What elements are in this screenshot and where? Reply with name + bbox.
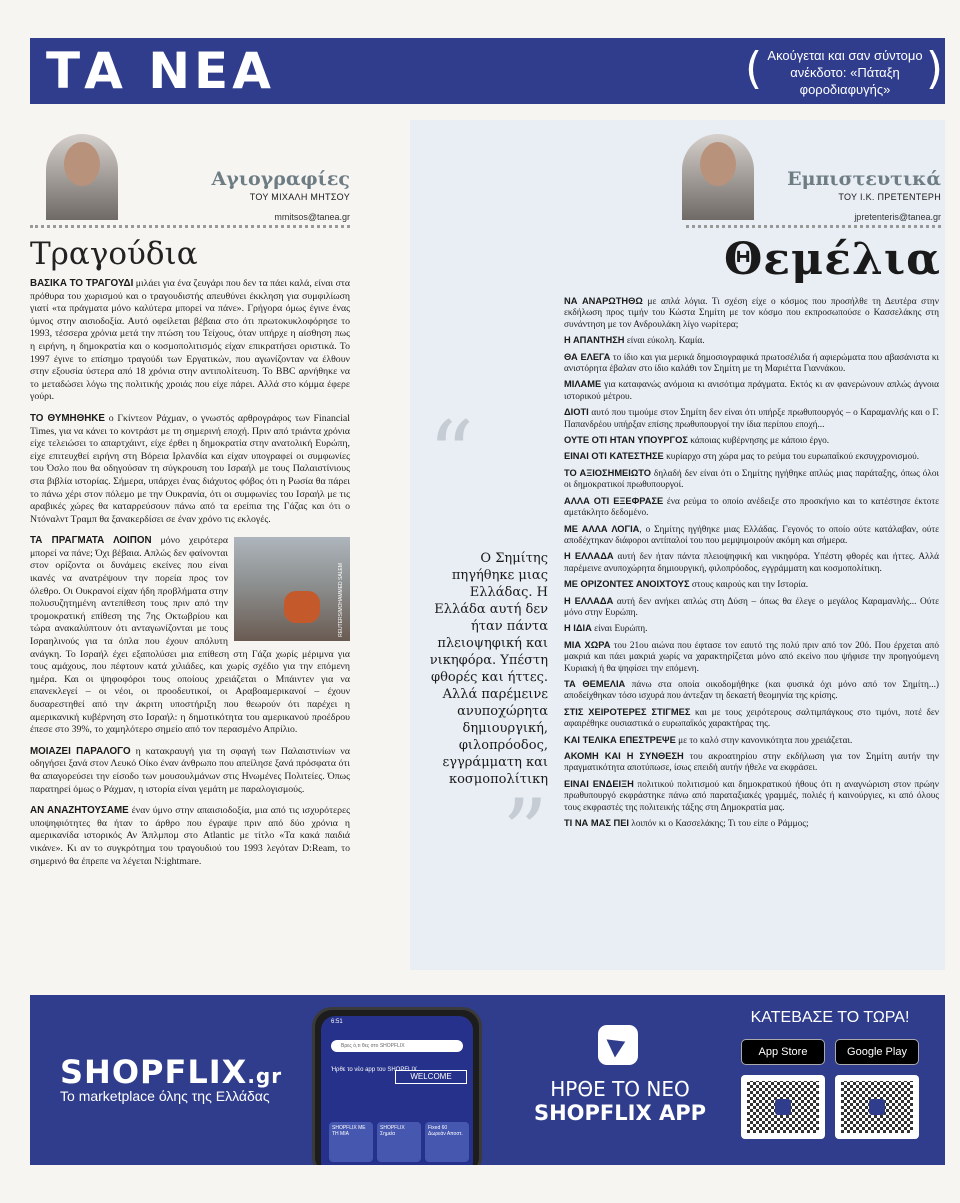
masthead-title[interactable]: ΤΑ ΝΕΑ: [46, 42, 275, 100]
ad-headline: ΗΡΘΕ ΤΟ ΝΕΟ SHOPFLIX APP: [533, 1077, 707, 1125]
phone-cards: [329, 1122, 469, 1162]
author-photo-pretenteris: [682, 134, 754, 220]
left-paragraph-3: REUTERS/MOHAMMED SALEM ΤΑ ΠΡΑΓΜΑΤΑ ΛΟΙΠΟΝ μόνο χειρότερα μπορεί να πάνε; Όχι βέβαια. Απλώς δεν φαίνονται στον ορίζοντα οι δυνάμεις εκείνες που είναι ικανές να ανατρέψουν την πορεία προς τον όλεθρο. Οι Ουκρανοί είχαν ήδη προβλήματα στην πολυσυζητημένη αντεπίθεση τους πριν από την τρομοκρατική επίθεση της 7ης Οκτωβρίου και τώρα ανακαλύπτουν ότι ανταγωνίζονται με τους Ισραηλινούς για τα όπλα που έχουν απόλυτη ανάγκη. Το Ισραήλ έχει εξαπολύσει μια επίθεση στη Γάζα χωρίς μέριμνα για τους αμάχους, που πέφτουν κατά χιλιάδες, και χωρίς σχέδιο για την επόμενη ημέρα. Και οι ψηφοφόροι τους οποίους χρειάζεται ο Μπάιντεν για να επανεκλεγεί – οι νέοι, οι προοδευτικοί, οι Αραβοαμερικανοί – έχουν δυσαρεστηθεί από την άκριτη υποστήριξη που θεωρούν ότι παρέχει η αμερικανική κυβέρνηση στο Ισραήλ: η δημοτικότητα του αμερικανού προέδρου έπεσε στο 39%, το χαμηλότερο σημείο από τον περασμένο Απρίλιο.: [30, 535, 350, 736]
masthead: [30, 38, 945, 104]
right-item: ΤΟ ΑΞΙΟΣΗΜΕΙΩΤΟ δηλαδή δεν είναι ότι ο Σημίτης ηγήθηκε απλώς μιας παράταξης, όπως όλοι οι δημοκρατικοί πρωθυπουργοί.: [564, 467, 939, 491]
open-paren-icon: (: [745, 43, 763, 94]
right-item: ΝΑ ΑΝΑΡΩΤΗΘΩ με απλά λόγια. Τι σχέση είχε ο κόσμος που προσήλθε τη Δευτέρα στην εκδήλωση προς τιμήν του Κώστα Σημίτη με τον κόσμο που εκπροσωπούσε ο Κασσελάκης στη συνάντηση με τον Ανδρουλάκη λίγο νωρίτερα;: [564, 296, 939, 330]
right-item: ΤΙ ΝΑ ΜΑΣ ΠΕΙ λοιπόν κι ο Κασσελάκης; Τι του είπε ο Ράμμος;: [564, 818, 809, 830]
phone-welcome-banner: WELCOME: [395, 1070, 467, 1084]
right-item: Η ΕΛΛΑΔΑ αυτή δεν ήταν πάντα πλειοψηφική και νικηφόρα. Υπέστη φθορές και ήττες. Αλλά παρέμεινε ανυποχώρητα δημιουργική, φιλοπρόοδος, εγγράμματη και κοσμοπολίτικη.: [564, 551, 939, 574]
right-item: ΜΙΛΑΜΕ για καταφανώς ανόμοια κι ανισότιμα πράγματα. Εκτός κι αν φανερώνουν απλώς άγνοια ιστορικού μέτρου.: [564, 379, 939, 402]
right-item: ΚΑΙ ΤΕΛΙΚΑ ΕΠΕΣΤΡΕΨΕ με το καλό στην κανονικότητα που χρειάζεται.: [564, 734, 853, 746]
download-cta: ΚΑΤΕΒΑΣΕ ΤΟ ΤΩΡΑ!: [750, 1009, 910, 1026]
right-dotted-rule: [686, 225, 941, 228]
right-column-name: Εμπιστευτικά: [787, 168, 941, 190]
download-section: [730, 1009, 930, 1139]
gaza-photo[interactable]: [234, 537, 350, 641]
right-item: ΔΙΟΤΙ αυτό που τιμούμε στον Σημίτη δεν είναι ότι υπήρξε πρωθυπουργός – ο Καραμανλής και ο Γ. Παπανδρέου υπήρξαν επίσης πρωθυπουργοί την ίδια περίπου εποχή...: [564, 407, 939, 430]
right-item: ΕΙΝΑΙ ΟΤΙ ΚΑΤΕΣΤΗΣΕ κυρίαρχο στη χώρα μας το ρεύμα του ευρωπαϊκού εκσυγχρονισμού.: [564, 451, 920, 463]
phone-time: 6:51: [331, 1019, 343, 1025]
shopflix-app-icon: [598, 1025, 638, 1065]
right-item: ΕΙΝΑΙ ΕΝΔΕΙΞΗ πολιτικού πολιτισμού και δημοκρατικού ήθους ότι η αναγνώριση στον πρώην πρωθυπουργό εκφράστηκε πάνω από παραταξιακές γραμμές, πολιές ή καινούργιες, κι από όλους τους εκφραστές της πολιτεικής τάξης στη Δημοκρατία μας.: [564, 778, 939, 813]
quote-close-icon: ”: [501, 780, 548, 885]
right-author-box: [686, 120, 941, 228]
photo-credit: REUTERS/MOHAMMED SALEM: [338, 563, 345, 638]
shopflix-tagline: Το marketplace όλης της Ελλάδας: [60, 1088, 270, 1104]
masthead-teaser-text: Ακούγεται και σαν σύντομο ανέκδοτο: «Πάταξη φοροδιαφυγής»: [767, 48, 923, 97]
right-email[interactable]: jpretenteris@tanea.gr: [854, 212, 941, 222]
phone-header: Ήρθε το νέο app του SHOPFLIX: [331, 1067, 418, 1073]
google-play-badge[interactable]: Google Play: [835, 1039, 919, 1065]
phone-mockup: [312, 1007, 482, 1165]
right-byline: ΤΟΥ Ι.Κ. ΠΡΕΤΕΝΤΕΡΗ: [838, 192, 941, 202]
left-headline: Τραγούδια: [30, 236, 198, 272]
phone-card: SHOPFLIX Σημεία: [377, 1122, 421, 1162]
left-paragraph-1: ΒΑΣΙΚΑ ΤΟ ΤΡΑΓΟΥΔΙ μιλάει για ένα ζευγάρι που δεν τα πάει καλά, είναι στα πρόθυρα του χωρισμού και ο τραγουδιστής απευθύνει έκκληση για συμφιλίωση γιατί «τα πράγματα μόνο καλύτερα μπορεί να πάνε». Γρήγορα όμως έγινε ένας ύμνος στην αισιοδοξία. Αυτό οφείλεται βέβαια στο ότι πρωτοκυκλοφόρησε το 1993, τέσσερα χρόνια μετά την πτώση του Τείχους, όταν υπήρχε η αίσθηση πως η ειρήνη, η δημοκρατία και ο κοσμοπολιτισμός είχαν επικρατήσει οριστικά. Το 1997 έγινε το επίσημο τραγούδι των Εργατικών, που αγωνίζονταν να έλθουν στην εξουσία ύστερα από 18 χρόνια στην αντιπολίτευση. Το BBC αρνήθηκε να το μεταδώσει λόγω της πολιτικής χροιάς που είχε πάρει. Αλλά στο κόμμα έφερε γούρι.: [30, 278, 350, 403]
left-email[interactable]: mmitsos@tanea.gr: [274, 212, 350, 222]
app-store-badge[interactable]: App Store: [741, 1039, 825, 1065]
masthead-teaser[interactable]: [745, 44, 945, 98]
right-item: ΟΥΤΕ ΟΤΙ ΗΤΑΝ ΥΠΟΥΡΓΟΣ κάποιας κυβέρνησης με κάποιο έργο.: [564, 435, 830, 447]
right-item: ΤΑ ΘΕΜΕΛΙΑ πάνω στα οποία οικοδομήθηκε (και φυσικά όχι μόνο από τον Σημίτη...) αποδείχθηκαν τόσο ισχυρά που άντεξαν τη δεκαετή θεομηνία της κρίσης.: [564, 678, 939, 702]
left-dotted-rule: [30, 225, 350, 228]
right-item: Η ΑΠΑΝΤΗΣΗ είναι εύκολη. Καμία.: [564, 335, 705, 347]
phone-card: Fixed 60 Δωρεάν Αποστ.: [425, 1122, 469, 1162]
qr-code-icon[interactable]: [835, 1075, 919, 1139]
phone-screen: [321, 1016, 473, 1165]
qr-code-icon[interactable]: [741, 1075, 825, 1139]
right-item: ΑΛΛΑ ΟΤΙ ΕΞΕΦΡΑΣΕ ένα ρεύμα το οποίο ανέδειξε στο προσκήνιο και το κατέστησε έκτοτε αμετάκλητο δεδομένο.: [564, 495, 939, 519]
left-paragraph-2: ΤΟ ΘΥΜΗΘΗΚΕ ο Γκίντεον Ράχμαν, ο γνωστός αρθρογράφος των Financial Times, για να κάνει το κοντράστ με τη σημερινή εποχή. Πριν από τριάντα χρόνια είχε τελειώσει το απαρτχάιντ, είχε έρθει η δημοκρατία στην ανατολική Ευρώπη, είχε επιτευχθεί ειρήνη στη Βόρεια Ιρλανδία και είχαν υπογραφεί οι συμφωνίες του Όσλο που θα οδηγούσαν τη σύγκρουση του Ισραήλ με τους Παλαιστίνιους στα βιβλία ιστορίας. Σήμερα, υπάρχει ένας διάχυτος φόβος ότι η Ρωσία θα πάρει το πάνω χέρι στον πόλεμο με την Ουκρανία, ότι οι συμφωνίες του Ισραήλ με τις αραβικές χώρες θα καταρρεύσουν πάνω από τα ερείπια της Γάζας και ότι ο Ντόναλντ Τραμπ θα ξανακερδίσει σε έναν χρόνο τις εκλογές.: [30, 412, 351, 525]
close-paren-icon: ): [925, 43, 943, 94]
shopflix-logo[interactable]: SHOPFLIX.gr: [60, 1053, 283, 1091]
right-item: Η ΙΔΙΑ είναι Ευρώπη.: [564, 623, 648, 635]
right-item: ΜΕ ΑΛΛΑ ΛΟΓΙΑ, ο Σημίτης ηγήθηκε μιας Ελλάδας. Γεγονός το οποίο ούτε κατάλαβαν, ούτε αποδέχτηκαν διάφοροι αντίπαλοί του που μεμψιμοιρούν ακόμη και σήμερα.: [564, 523, 939, 546]
phone-search-bar: Βρες ό,τι θες στο SHOPFLIX: [331, 1040, 463, 1052]
right-item: ΘΑ ΕΛΕΓΑ το ίδιο και για μερικά δημοσιογραφικά πρωτοσέλιδα ή αφιερώματα που αβασάνιστα κι ανιστόρητα έβαλαν στο ίδιο καλάθι τον Σημίτη με τη Μαριέττα Γιαννάκου.: [564, 351, 939, 375]
right-item: ΣΤΙΣ ΧΕΙΡΟΤΕΡΕΣ ΣΤΙΓΜΕΣ και με τους χειρότερους σαλτιμπάγκους στο τιμόνι, ποτέ δεν αφαιρέθηκε ουσιαστικά ο ευρωπαϊκός χαρακτήρας της.: [564, 706, 939, 730]
store-badges: [730, 1039, 930, 1065]
left-column: [30, 120, 350, 877]
left-paragraph-4: ΜΟΙΑΖΕΙ ΠΑΡΑΛΟΓΟ η κατακραυγή για τη σφαγή των Παλαιστινίων να οδηγήσει ξανά στον Λευκό Οίκο έναν άνθρωπο που απείλησε ξανά πρόσφατα ότι θα απαγορεύσει την είσοδο των μουσουλμάνων στις Ηνωμένες Πολιτείες. Όπως παρατηρεί όμως ο Ράχμαν, η ιστορία είναι γεμάτη με παραλογισμούς.: [30, 745, 350, 795]
right-item: ΜΕ ΟΡΙΖΟΝΤΕΣ ΑΝΟΙΧΤΟΥΣ στους καιρούς και την Ιστορία.: [564, 579, 809, 591]
right-headline: Θεμέλια: [723, 234, 941, 285]
shopflix-ad[interactable]: [30, 995, 945, 1165]
pull-quote: Ο Σημίτης πηγήθηκε μιας Ελλάδας. Η Ελλάδα αυτή δεν ήταν πάντα πλειοψηφική και νικηφόρα. Υπέστη φθορές και ήττες. Αλλά παρέμεινε ανυποχώρητα δημιουργική, φιλοπρόοδος, εγγράμματη και κοσμοπολίτικη: [429, 551, 548, 787]
pull-quote-box: [428, 402, 548, 885]
left-byline: ΤΟΥ ΜΙΧΑΛΗ ΜΗΤΣΟΥ: [249, 192, 350, 202]
author-photo-mitsos: [46, 134, 118, 220]
qr-codes: [730, 1075, 930, 1139]
right-items: [564, 296, 939, 834]
right-column: [410, 120, 945, 970]
left-paragraph-5: ΑΝ ΑΝΑΖΗΤΟΥΣΑΜΕ έναν ύμνο στην απαισιοδοξία, μια από τις ισχυρότερες υποψηφιότητες θα ήταν το άρθρο που έγραψε πριν από δύο χρόνια η αμερικανίδα ιστορικός Αν Άπλμπομ στο Atlantic με τίτλο «Τα κακά παιδιά νικάνε». Κι αν το συγκρότημα του τραγουδιού του 1993 λεγόταν D:Ream, το σημερινό θα έπρεπε να λέγεται N:ightmare.: [30, 805, 351, 867]
right-item: ΜΙΑ ΧΩΡΑ του 21ου αιώνα που έφτασε τον εαυτό της πολύ πριν από τον 20ό. Που έρχεται από μακριά και πάει μακριά χωρίς να χαρακτηρίζεται μόνο από εκείνο που ψήφισε την προηγούμενη Κυριακή ή θα ψηφίσει την επόμενη.: [564, 639, 939, 674]
quote-open-icon: “: [428, 402, 475, 507]
right-item: Η ΕΛΛΑΔΑ αυτή δεν ανήκει απλώς στη Δύση – όπως θα έλεγε ο μεγάλος Καραμανλής... Ούτε μόνο στην Ευρώπη.: [564, 595, 939, 618]
right-item: ΑΚΟΜΗ ΚΑΙ Η ΣΥΝΘΕΣΗ του ακροατηρίου στην εκδήλωση για τον Σημίτη αυτήν την πραγματικότητα αποτύπωσε, ίσως επειδή αυτήν ήθελε να εκφράσει.: [564, 751, 939, 774]
left-author-box: [30, 120, 350, 228]
left-column-name: Αγιογραφίες: [211, 168, 350, 190]
phone-card: SHOPFLIX ΜΕ ΤΗ ΜΙΑ: [329, 1122, 373, 1162]
